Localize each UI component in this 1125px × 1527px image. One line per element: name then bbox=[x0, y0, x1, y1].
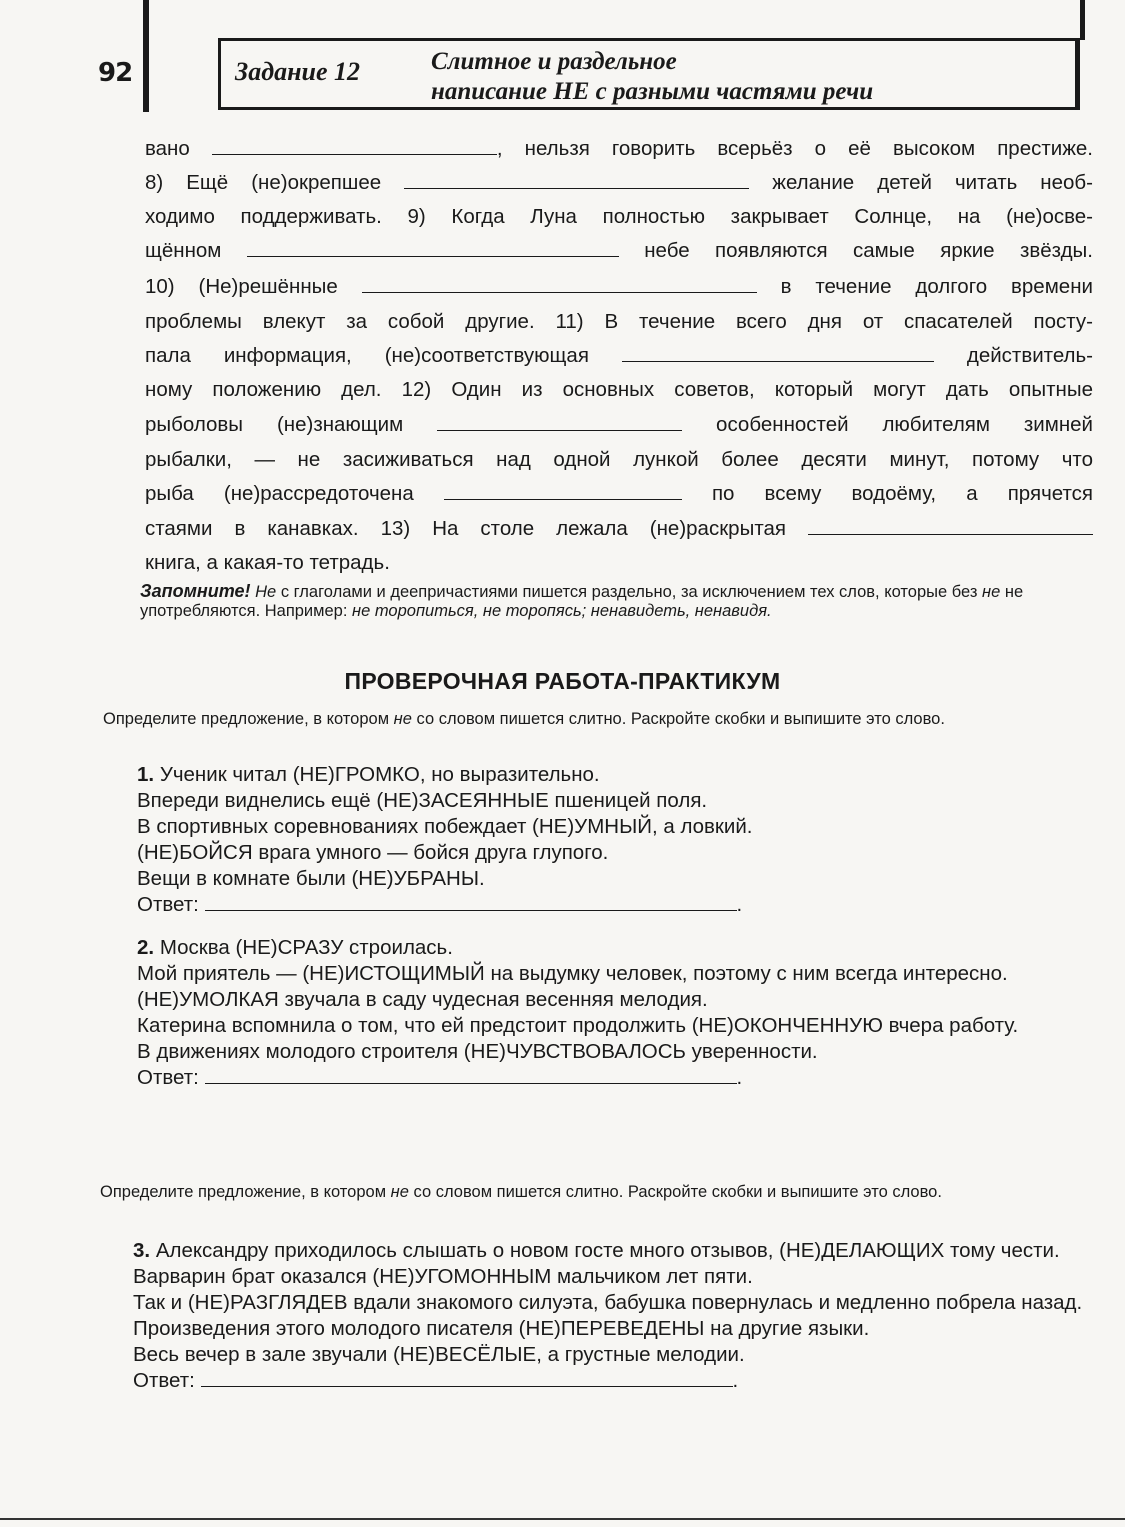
instruction-emphasis: не bbox=[390, 1183, 409, 1201]
exercise-line: проблемы влекут за собой другие. 11) В течение всего дня от спасателей посту- bbox=[145, 310, 1093, 333]
instruction-text: со словом пишется слитно. Раскройте скобки и выпишите это слово. bbox=[413, 1183, 942, 1201]
answer-blank[interactable] bbox=[437, 412, 682, 431]
text-fragment: вано bbox=[145, 137, 190, 160]
exercise-line bbox=[145, 270, 1093, 305]
option-sentence: Весь вечер в зале звучали (НЕ)ВЕСЁЛЫЕ, а грустные мелодии. bbox=[133, 1343, 745, 1366]
text-fragment: рыболовы (не)знающим bbox=[145, 413, 404, 436]
text-fragment: желание детей читать необ- bbox=[772, 171, 1093, 194]
remember-note bbox=[140, 582, 1092, 621]
text-fragment: особенностей любителям зимней bbox=[716, 413, 1094, 436]
left-margin-rule bbox=[143, 0, 149, 112]
page-number: 92 bbox=[98, 58, 133, 88]
section-title: ПРОВЕРОЧНАЯ РАБОТА-ПРАКТИКУМ bbox=[344, 668, 781, 694]
instruction-text: со словом пишется слитно. Раскройте скобки и выпишите это слово. bbox=[416, 710, 945, 728]
instruction-text: Определите предложение, в котором bbox=[100, 1183, 387, 1201]
question-2: 2. Москва (НЕ)СРАЗУ строилась. Мой приятель — (НЕ)ИСТОЩИМЫЙ на выдумку человек, поэтому с ним всегда интересно. (НЕ)УМОЛКАЯ звучала в саду чудесная весенняя мелодия. Катерина вспомнила о том, что ей предстоит продолжить (НЕ)ОКОНЧЕННУЮ вчера работу. В движениях молодого строителя (НЕ)ЧУВСТВОВАЛОСЬ уверенности. Ответ: . bbox=[137, 935, 1087, 1091]
text-fragment: 8) Ещё (не)окрепшее bbox=[145, 171, 382, 194]
exercise-line: ходимо поддерживать. 9) Когда Луна полностью закрывает Солнце, на (не)осве- bbox=[145, 205, 1093, 228]
option-sentence: Ученик читал (НЕ)ГРОМКО, но выразительно. bbox=[159, 763, 600, 786]
answer-blank[interactable] bbox=[247, 238, 619, 257]
answer-label: Ответ: bbox=[133, 1369, 195, 1392]
instruction-text: Определите предложение, в котором bbox=[103, 710, 390, 728]
page-bottom-edge bbox=[0, 1518, 1125, 1520]
note-text: с глаголами и деепричастиями пишется раздельно, за исключением тех слов, которые без bbox=[280, 583, 978, 601]
answer-blank[interactable] bbox=[212, 136, 497, 155]
answer-blank[interactable] bbox=[808, 516, 1093, 535]
answer-blank[interactable] bbox=[622, 343, 934, 362]
option-sentence: Вещи в комнате были (НЕ)УБРАНЫ. bbox=[137, 867, 485, 890]
question-number: 2. bbox=[137, 936, 155, 959]
right-margin-rule bbox=[1080, 0, 1085, 40]
task-title-line: написание НЕ с разными частями речи bbox=[431, 78, 874, 105]
text-fragment: небе появляются самые яркие звёзды. bbox=[644, 239, 1093, 262]
task-title-line: Слитное и раздельное bbox=[431, 48, 677, 75]
exercise-line bbox=[145, 477, 1093, 512]
exercise-line: ному положению дел. 12) Один из основных советов, который могут дать опытные bbox=[145, 378, 1093, 401]
exercise-line bbox=[145, 132, 1093, 167]
answer-blank[interactable] bbox=[362, 274, 757, 293]
task-label: Задание 12 bbox=[235, 57, 361, 86]
question-3: 3. Александру приходилось слышать о новом госте много отзывов, (НЕ)ДЕЛАЮЩИХ тому чести. Варварин брат оказался (НЕ)УГОМОННЫМ мальчиком лет пяти. Так и (НЕ)РАЗГЛЯДЕВ вдали знакомого силуэта, бабушка повернулась и медленно побрела назад. Произведения этого молодого писателя (НЕ)ПЕРЕВЕДЕНЫ на другие языки. Весь вечер в зале звучали (НЕ)ВЕСЁЛЫЕ, а грустные мелодии. Ответ: . bbox=[133, 1239, 1083, 1392]
option-sentence: Варварин брат оказался (НЕ)УГОМОННЫМ мальчиком лет пяти. bbox=[133, 1265, 753, 1288]
note-emphasis: Не bbox=[255, 583, 277, 601]
exercise-line bbox=[145, 339, 1093, 374]
question-number: 1. bbox=[137, 763, 155, 786]
answer-label: Ответ: bbox=[137, 1066, 199, 1089]
exercise-line bbox=[145, 234, 1093, 269]
answer-blank[interactable] bbox=[444, 481, 682, 500]
option-sentence: (НЕ)БОЙСЯ врага умного — бойся друга глупого. bbox=[137, 841, 609, 864]
option-sentence: Мой приятель — (НЕ)ИСТОЩИМЫЙ на выдумку человек, поэтому с ним всегда интересно. bbox=[137, 962, 1008, 985]
option-sentence: В движениях молодого строителя (НЕ)ЧУВСТВОВАЛОСЬ уверенности. bbox=[137, 1040, 818, 1063]
text-fragment: действитель- bbox=[966, 344, 1094, 367]
option-sentence: Так и (НЕ)РАЗГЛЯДЕВ вдали знакомого силуэта, бабушка повернулась и медленно побрела назад. bbox=[133, 1291, 1083, 1314]
option-sentence: Александру приходилось слышать о новом госте много отзывов, (НЕ)ДЕЛАЮЩИХ тому чести. bbox=[155, 1239, 1060, 1262]
option-sentence: В спортивных соревнованиях побеждает (НЕ)УМНЫЙ, а ловкий. bbox=[137, 815, 753, 838]
text-fragment: щённом bbox=[145, 239, 222, 262]
instruction-emphasis: не bbox=[393, 710, 412, 728]
exercise-line bbox=[145, 512, 1093, 547]
exercise-line: рыбалки, — не засиживаться над одной лункой более десяти минут, потому что bbox=[145, 448, 1093, 471]
option-sentence: Москва (НЕ)СРАЗУ строилась. bbox=[159, 936, 453, 959]
text-fragment: пала информация, (не)соответствующая bbox=[145, 344, 589, 367]
question-number: 3. bbox=[133, 1239, 151, 1262]
answer-blank[interactable] bbox=[404, 170, 749, 189]
task-header bbox=[218, 38, 1080, 110]
answer-field[interactable] bbox=[205, 894, 737, 911]
instruction bbox=[103, 710, 1093, 729]
text-fragment: стаями в канавках. 13) На столе лежала (не)раскрытая bbox=[145, 517, 786, 540]
answer-label: Ответ: bbox=[137, 893, 199, 916]
answer-field[interactable] bbox=[205, 1067, 737, 1084]
text-fragment: рыба (не)рассредоточена bbox=[145, 482, 414, 505]
option-sentence: Впереди виднелись ещё (НЕ)ЗАСЕЯННЫЕ пшеницей поля. bbox=[137, 789, 708, 812]
task-title bbox=[431, 47, 873, 107]
option-sentence: Произведения этого молодого писателя (НЕ)ПЕРЕВЕДЕНЫ на другие языки. bbox=[133, 1317, 870, 1340]
exercise-line: книга, а какая-то тетрадь. bbox=[145, 551, 390, 574]
option-sentence: Катерина вспомнила о том, что ей предстоит продолжить (НЕ)ОКОНЧЕННУЮ вчера работу. bbox=[137, 1014, 1019, 1037]
instruction bbox=[100, 1183, 1090, 1202]
text-fragment: , нельзя говорить всерьёз о её высоком престиже. bbox=[496, 137, 1094, 160]
answer-field[interactable] bbox=[201, 1370, 733, 1387]
exercise-line bbox=[145, 408, 1093, 443]
text-fragment: в течение долгого времени bbox=[780, 275, 1093, 298]
note-example: не торопиться, не торопясь; ненавидеть, ненавидя. bbox=[352, 602, 772, 620]
question-1: 1. Ученик читал (НЕ)ГРОМКО, но выразительно. Впереди виднелись ещё (НЕ)ЗАСЕЯННЫЕ пшеницей поля. В спортивных соревнованиях побеждает (НЕ)УМНЫЙ, а ловкий. (НЕ)БОЙСЯ врага умного — бойся друга глупого. Вещи в комнате были (НЕ)УБРАНЫ. Ответ: . bbox=[137, 762, 1087, 918]
text-fragment: по всему водоёму, а прячется bbox=[711, 482, 1093, 505]
text-fragment: 10) (Не)решённые bbox=[145, 275, 338, 298]
note-label: Запомните! bbox=[140, 581, 251, 601]
note-emphasis: не bbox=[982, 583, 1001, 601]
option-sentence: (НЕ)УМОЛКАЯ звучала в саду чудесная весенняя мелодия. bbox=[137, 988, 708, 1011]
exercise-line bbox=[145, 166, 1093, 201]
note-text: не употребляются. Например: bbox=[140, 583, 1024, 620]
